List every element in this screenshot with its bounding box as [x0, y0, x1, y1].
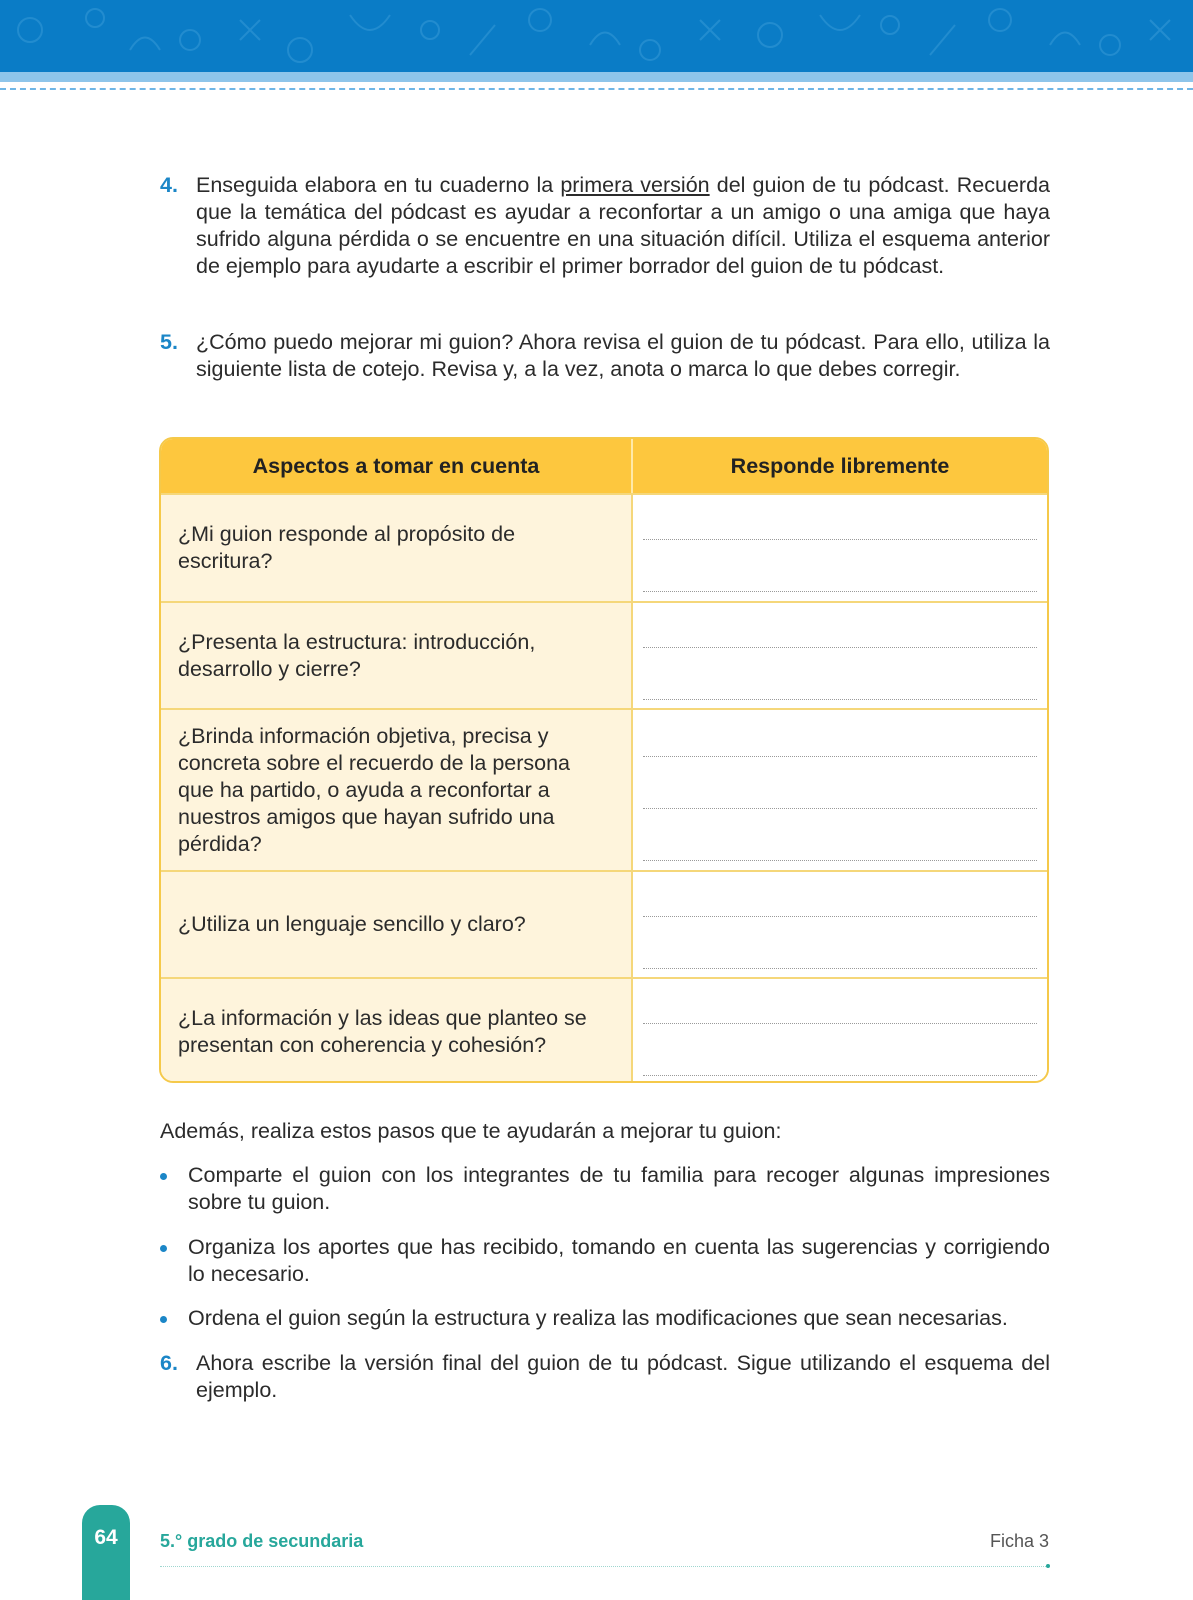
bullet-icon	[160, 1173, 167, 1180]
table-header-response: Responde libremente	[730, 453, 950, 478]
bullet-icon	[160, 1316, 167, 1323]
list-item	[160, 1305, 1050, 1332]
footer-dot-icon	[1046, 1564, 1050, 1568]
answer-line	[643, 647, 1037, 648]
ficha-label: Ficha 3	[989, 1531, 1049, 1551]
item-text-part: Enseguida elabora en tu cuaderno la	[196, 173, 561, 197]
item-text: Ahora escribe la versión final del guion de tu pódcast. Sigue utilizando el esquema del ejemplo.	[196, 1351, 1050, 1402]
answer-cell[interactable]	[633, 603, 1047, 708]
instruction-item-6	[160, 1350, 1050, 1404]
list-item-text: Comparte el guion con los integrantes de tu familia para recoger algunas impresiones sobre tu guion.	[188, 1163, 1050, 1214]
question-cell: ¿Mi guion responde al propósito de escritura?	[161, 495, 633, 601]
footer-divider	[160, 1566, 1048, 1567]
steps-intro: Además, realiza estos pasos que te ayudarán a mejorar tu guion:	[160, 1119, 782, 1143]
table-row	[161, 870, 1047, 977]
banner-pattern-icon	[0, 0, 1193, 72]
instruction-item-4	[160, 172, 1050, 280]
answer-line	[643, 699, 1037, 700]
item-number: 4.	[160, 173, 178, 197]
item-text	[196, 172, 1050, 280]
item-number: 6.	[160, 1351, 178, 1375]
answer-cell[interactable]	[633, 710, 1047, 870]
answer-cell[interactable]	[633, 495, 1047, 601]
answer-line	[643, 968, 1037, 969]
page-number-tab	[82, 1505, 130, 1600]
question-cell: ¿Utiliza un lenguaje sencillo y claro?	[161, 872, 633, 977]
table-row	[161, 601, 1047, 708]
table-row	[161, 977, 1047, 1083]
item-text: ¿Cómo puedo mejorar mi guion? Ahora revisa el guion de tu pódcast. Para ello, utiliza la siguiente lista de cotejo. Revisa y, a la vez, anota o marca lo que debes corregir.	[196, 330, 1050, 381]
answer-line	[643, 860, 1037, 861]
table-header	[161, 439, 1047, 493]
answer-line	[643, 1023, 1037, 1024]
answer-line	[643, 916, 1037, 917]
answer-line	[643, 539, 1037, 540]
instruction-item-5	[160, 329, 1050, 383]
underlined-phrase: primera versión	[560, 173, 710, 197]
list-item-text: Ordena el guion según la estructura y realiza las modificaciones que sean necesarias.	[188, 1306, 1008, 1330]
answer-line	[643, 591, 1037, 592]
answer-cell[interactable]	[633, 872, 1047, 977]
list-item	[160, 1162, 1050, 1216]
list-item	[160, 1234, 1050, 1288]
header-banner	[0, 0, 1193, 72]
item-text-part: del guion de tu pódcast. Recuerda que la temática del pódcast es ayudar a reconfortar a un amigo o una amiga que haya sufrido alguna pérdida o se encuentre en una situación difícil. Utiliza el esquema anterior de ejemplo para ayudarte a escribir el primer borrador del guion de tu pódcast.	[196, 173, 1051, 278]
table-row	[161, 493, 1047, 601]
item-number: 5.	[160, 330, 178, 354]
answer-line	[643, 756, 1037, 757]
grade-label: 5.° grado de secundaria	[160, 1531, 364, 1551]
answer-cell[interactable]	[633, 979, 1047, 1083]
question-cell: ¿La información y las ideas que planteo se presentan con coherencia y cohesión?	[161, 979, 633, 1083]
answer-line	[643, 1075, 1037, 1076]
checklist-table	[159, 437, 1049, 1083]
table-row	[161, 708, 1047, 870]
page-number: 64	[94, 1526, 118, 1549]
question-cell: ¿Brinda información objetiva, precisa y concreta sobre el recuerdo de la persona que ha partido, o ayuda a reconfortar a nuestros amigos que hayan sufrido una pérdida?	[161, 710, 633, 870]
list-item-text: Organiza los aportes que has recibido, tomando en cuenta las sugerencias y corrigiendo lo necesario.	[188, 1235, 1050, 1286]
header-stripe	[0, 72, 1193, 82]
question-cell: ¿Presenta la estructura: introducción, desarrollo y cierre?	[161, 603, 633, 708]
table-header-aspects: Aspectos a tomar en cuenta	[161, 439, 633, 493]
header-dashed-divider	[0, 88, 1193, 90]
answer-line	[643, 808, 1037, 809]
bullet-icon	[160, 1245, 167, 1252]
